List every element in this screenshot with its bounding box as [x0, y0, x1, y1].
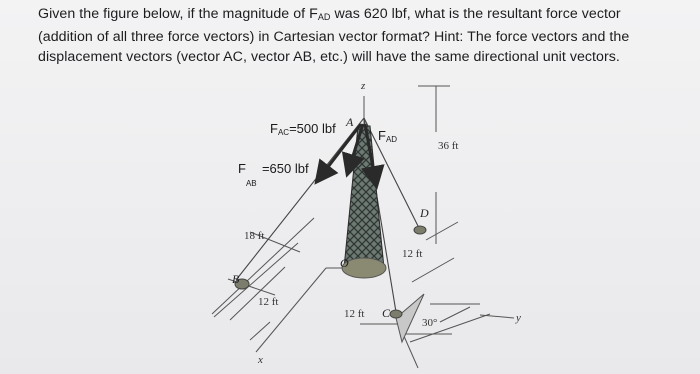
point-b-label: B	[232, 272, 240, 286]
axis-y-label: y	[516, 312, 521, 324]
fac-label: $F_{AC}=500$ lbf	[270, 121, 336, 137]
dimension-angle: 30°	[422, 317, 438, 329]
point-d-label: D	[420, 206, 429, 220]
question-line-3: displacement vectors (vector AC, vector AB, etc.) will have the same directional unit vectors.	[38, 49, 620, 65]
point-c-label: C	[382, 306, 391, 320]
question-text	[38, 4, 678, 67]
dimension-18ft: 18 ft	[244, 230, 265, 242]
dimension-12ft-bottom: 12 ft	[344, 308, 365, 320]
question-line-2: (addition of all three force vectors) in Cartesian vector format? Hint: The force vectors and the	[38, 29, 630, 45]
point-a-label: A	[346, 115, 354, 129]
fab-label: F AB =650 lbf	[238, 161, 309, 188]
question-line-1: Given the figure below, if the magnitude of $F_{AD}$ was 620 lbf, what is the resultant force vector	[38, 6, 621, 22]
anchor-c	[390, 310, 402, 318]
axis-z-label: z	[361, 80, 366, 92]
anchor-d	[414, 226, 426, 234]
tower	[344, 126, 384, 268]
dimension-12ft-left: 12 ft	[258, 296, 279, 308]
dimension-12ft-right: 12 ft	[402, 248, 423, 260]
fad-label: $F_{AD}$	[378, 128, 398, 144]
dimension-36ft: 36 ft	[438, 140, 459, 152]
point-o-label: O	[340, 256, 349, 270]
cables	[236, 118, 423, 312]
axis-x-label: x	[258, 354, 263, 366]
statics-figure	[150, 72, 550, 374]
c-support-plate	[396, 294, 424, 342]
